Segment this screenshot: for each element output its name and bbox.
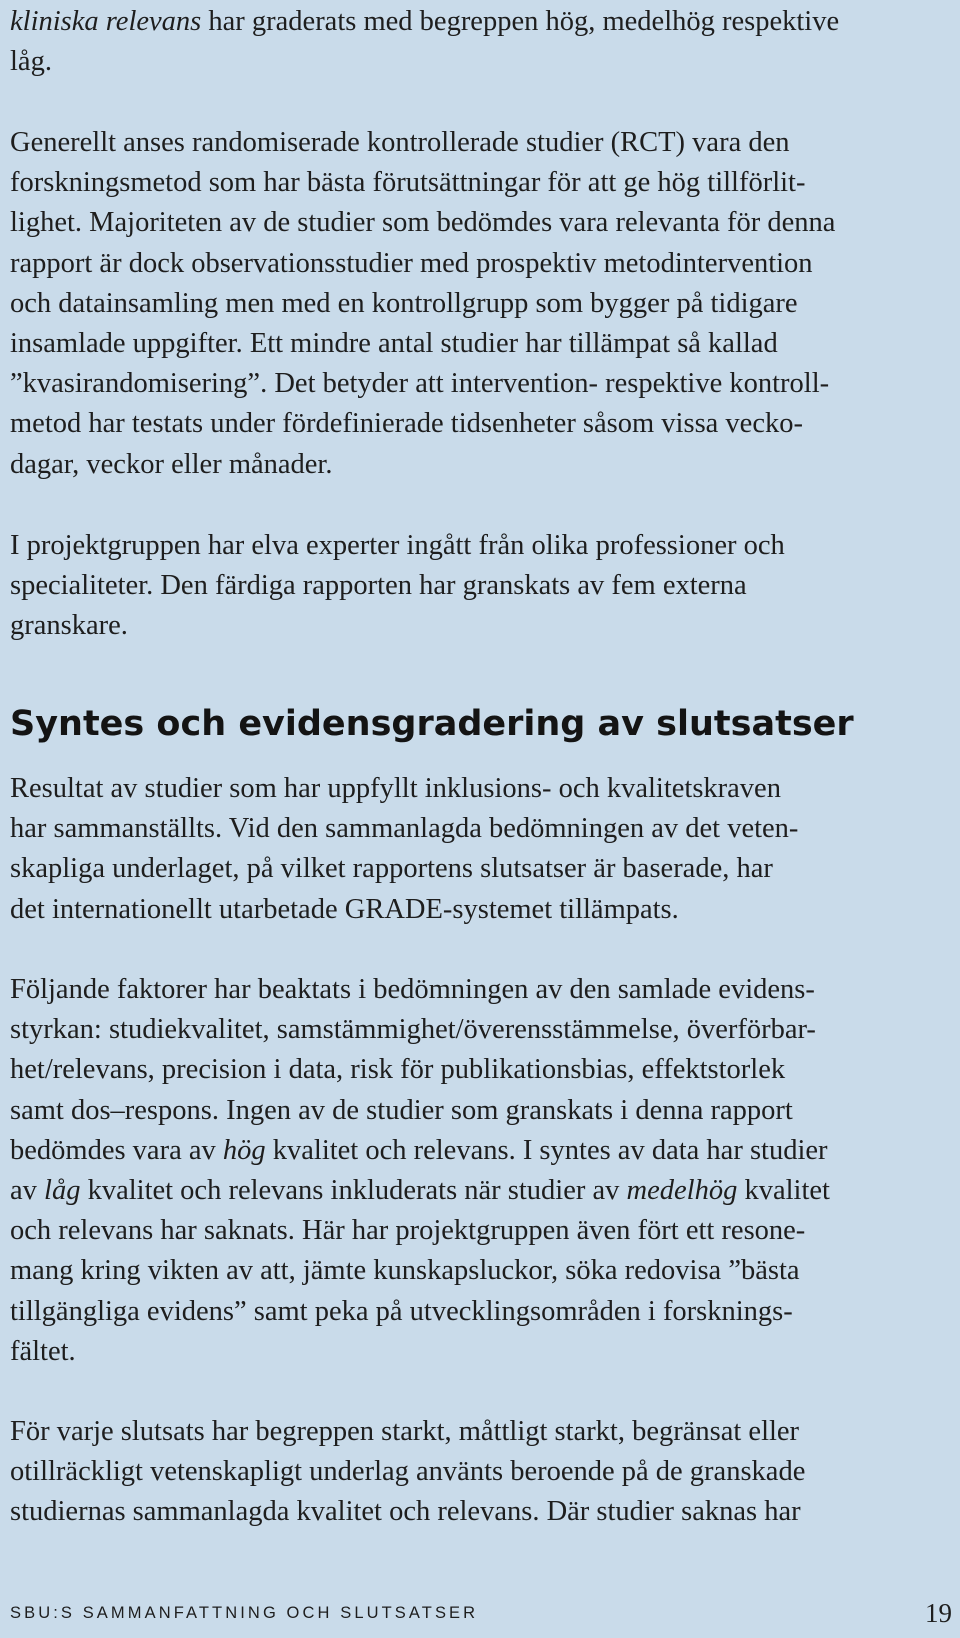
text-line: Följande faktorer har beaktats i bedömningen av den samlade evidens- <box>10 974 815 1005</box>
text-line: För varje slutsats har begreppen starkt, måttligt starkt, begränsat eller <box>10 1416 800 1447</box>
text-line: mang kring vikten av att, jämte kunskapsluckor, söka redovisa ”bästa <box>10 1255 800 1287</box>
text-line: studiernas sammanlagda kvalitet och relevans. Där studier saknas har <box>10 1496 801 1528</box>
text-line: het/relevans, precision i data, risk för publikationsbias, effektstorlek <box>10 1054 786 1086</box>
text-line: fältet. <box>10 1335 76 1367</box>
footer-running-title: SBU:S SAMMANFATTNING OCH SLUTSATSER <box>10 1604 479 1622</box>
text-line: I projektgruppen har elva experter ingått från olika professioner och <box>10 530 785 561</box>
italic-term: kliniska relevans <box>10 6 202 37</box>
text-line: och relevans har saknats. Här har projektgruppen även fört ett resone- <box>10 1215 806 1247</box>
text-line: granskare. <box>10 610 128 642</box>
paragraph-relevance-grading <box>10 2 940 82</box>
paragraph-grade-system <box>10 769 940 930</box>
text-line: specialiteter. Den färdiga rapporten har granskats av fem externa <box>10 570 747 602</box>
text-line: otillräckligt vetenskapligt underlag använts beroende på de granskade <box>10 1456 806 1488</box>
text-line: ”kvasirandomisering”. Det betyder att intervention- respektive kontroll- <box>10 368 830 400</box>
paragraph-evidence-factors <box>10 970 940 1372</box>
text-line: tillgängliga evidens” samt peka på utvecklingsområden i forsknings- <box>10 1295 793 1327</box>
text-line: skapliga underlaget, på vilket rapportens slutsatser är baserade, har <box>10 853 773 885</box>
text-line: låg. <box>10 46 52 78</box>
paragraph-project-group <box>10 526 940 647</box>
text-line: dagar, veckor eller månader. <box>10 448 333 480</box>
text-line: kliniska relevans har graderats med begreppen hög, medelhög respektive <box>10 6 840 37</box>
italic-term: medelhög <box>626 1175 738 1207</box>
text-line: rapport är dock observationsstudier med prospektiv metodintervention <box>10 247 813 279</box>
text-line: samt dos–respons. Ingen av de studier som granskats i denna rapport <box>10 1094 793 1126</box>
text-line: av låg kvalitet och relevans inkluderats när studier av medelhög kvalitet <box>10 1175 830 1207</box>
italic-term: hög <box>222 1134 266 1166</box>
page-footer <box>10 1600 952 1628</box>
text-line: Resultat av studier som har uppfyllt inklusions- och kvalitetskraven <box>10 773 781 804</box>
text-line: och datainsamling men med en kontrollgrupp som bygger på tidigare <box>10 287 798 319</box>
section-heading: Syntes och evidensgradering av slutsatser <box>10 704 854 744</box>
text-line: Generellt anses randomiserade kontrollerade studier (RCT) vara den <box>10 127 790 158</box>
paragraph-conclusion-terms <box>10 1412 940 1533</box>
text-line: metod har testats under fördefinierade tidsenheter såsom vissa vecko- <box>10 408 803 440</box>
paragraph-study-methods <box>10 123 940 485</box>
page-number: 19 <box>925 1598 952 1628</box>
text-line: lighet. Majoriteten av de studier som bedömdes vara relevanta för denna <box>10 207 836 239</box>
italic-term: låg <box>44 1175 81 1207</box>
text-line: insamlade uppgifter. Ett mindre antal studier har tillämpat så kallad <box>10 328 778 360</box>
text-line: styrkan: studiekvalitet, samstämmighet/överensstämmelse, överförbar- <box>10 1014 816 1046</box>
text-line: forskningsmetod som har bästa förutsättningar för att ge hög tillförlit- <box>10 167 806 199</box>
text-line: har sammanställts. Vid den sammanlagda bedömningen av det veten- <box>10 813 799 845</box>
text-line: det internationellt utarbetade GRADE-systemet tillämpats. <box>10 893 679 925</box>
text-line: bedömdes vara av hög kvalitet och relevans. I syntes av data har studier <box>10 1134 828 1166</box>
